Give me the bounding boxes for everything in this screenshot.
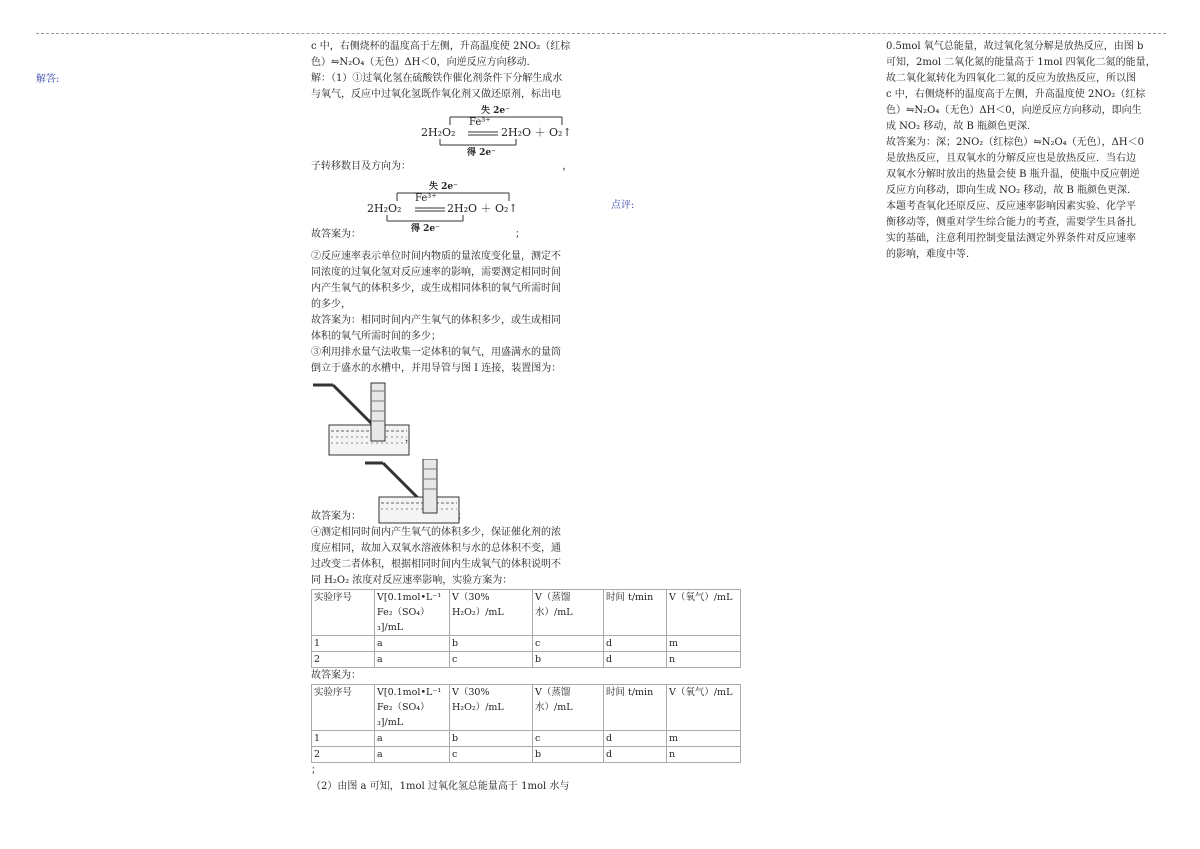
table-header-cell: V（蒸馏水）/mL: [533, 590, 604, 636]
lose-electrons-label: 失 2e⁻: [429, 182, 458, 192]
text-line: 解：（1）①过氧化氢在硫酸铁作催化剂条件下分解生成水: [311, 73, 563, 84]
experiment-table-answer: [311, 684, 741, 763]
text-line: 0.5mol 氧气总能量，故过氧化氢分解是放热反应，由图 b: [886, 41, 1144, 52]
text-line: ②反应速率表示单位时间内物质的量浓度变化量，测定不: [311, 251, 561, 262]
continuation-column: [886, 39, 1166, 263]
text-line: 色）⇋N₂O₄（无色）ΔH＜0，向逆反应方向移动．: [311, 57, 537, 68]
text-line: ③利用排水量气法收集一定体积的氧气，用盛满水的量筒: [311, 347, 561, 358]
text-line: 过改变二者体积，根据相同时间内生成氧气的体积说明不: [311, 559, 561, 570]
table-header-cell: 实验序号: [312, 590, 375, 636]
electron-transfer-equation: [311, 103, 751, 159]
table-header-row: [312, 590, 741, 636]
product-label: 2H₂O ＋ O₂↑: [447, 202, 518, 215]
table-header-cell: 时间 t/min: [604, 685, 667, 731]
catalyst-label: Fe³⁺: [469, 117, 491, 128]
text-line: 双氧水分解时放出的热量会使 B 瓶升温，使瓶中反应朝逆: [886, 169, 1140, 180]
comment-text-line: 本题考查氧化还原反应、反应速率影响因素实验、化学平: [886, 201, 1136, 212]
comment-text-line: 衡移动等，侧重对学生综合能力的考查，需要学生具备扎: [886, 217, 1136, 228]
lose-electrons-label: 失 2e⁻: [481, 106, 510, 116]
text-line: 子转移数目及方向为： ，: [311, 161, 573, 172]
table-header-cell: V[0.1mol•L⁻¹ Fe₂（SO₄）₃]/mL: [375, 685, 450, 731]
table-header-cell: 时间 t/min: [604, 590, 667, 636]
text-line: ④测定相同时间内产生氧气的体积多少，保证催化剂的浓: [311, 527, 561, 538]
so-answer-label: 故答案为：: [311, 229, 361, 240]
top-dashed-rule: [36, 33, 1166, 34]
electron-transfer-equation-answer: 失 2e⁻ Fe³⁺ 2H₂O₂ 2H₂O ＋ O₂↑ 得 2e⁻ 故答案为： ；: [311, 181, 751, 243]
text-line: 反应方向移动，即向生成 NO₂ 移动，故 B 瓶颜色更深．: [886, 185, 1138, 196]
table-header-row: [312, 685, 741, 731]
text-line: （2）由图 a 可知，1mol 过氧化氢总能量高于 1mol 水与: [311, 781, 570, 792]
text-line: 故答案为：深；2NO₂（红棕色）⇋N₂O₄（无色），ΔH＜0: [886, 137, 1144, 148]
gain-electrons-label: 得 2e⁻: [467, 148, 496, 158]
table-row: 2 a c b d n: [312, 652, 741, 668]
text-line: 同浓度的过氧化氢对反应速率的影响，需要测定相同时间: [311, 267, 561, 278]
text-line: 成 NO₂ 移动，故 B 瓶颜色更深．: [886, 121, 1038, 132]
answer-label: 解答:: [36, 74, 60, 85]
water-collection-apparatus: [311, 381, 421, 461]
text-line: c 中，右侧烧杯的温度高于左侧，升高温度使 2NO₂（红棕: [311, 41, 571, 52]
catalyst-label: Fe³⁺: [415, 193, 437, 204]
table-header-cell: V（蒸馏水）/mL: [533, 685, 604, 731]
text-line: 同 H₂O₂ 浓度对反应速率影响，实验方案为：: [311, 575, 513, 586]
text-line: c 中，右侧烧杯的温度高于左侧，升高温度使 2NO₂（红棕: [886, 89, 1146, 100]
gain-electrons-label: 得 2e⁻: [411, 224, 440, 234]
table-header-cell: V[0.1mol•L⁻¹ Fe₂（SO₄）₃]/mL: [375, 590, 450, 636]
reactant-label: 2H₂O₂: [421, 126, 456, 139]
comment-text-line: 的影响，难度中等．: [886, 249, 976, 260]
apparatus-figure: ，: [311, 377, 751, 459]
table-header-cell: V（30% H₂O₂）/mL: [450, 685, 533, 731]
text-line: 体积的氧气所需时间的多少；: [311, 331, 441, 342]
table-header-cell: 实验序号: [312, 685, 375, 731]
table-row: 1 a b c d m: [312, 636, 741, 652]
comment-text-line: 实的基础，注意利用控制变量法测定外界条件对反应速率: [886, 233, 1136, 244]
text-line: 倒立于盛水的水槽中，并用导管与图 I 连接，装置图为：: [311, 363, 562, 374]
text-line: 故答案为：相同时间内产生氧气的体积多少，或生成相同: [311, 315, 561, 326]
text-line: 的多少，: [311, 299, 351, 310]
so-answer-label: 故答案为：: [311, 670, 361, 681]
table-header-cell: V（30% H₂O₂）/mL: [450, 590, 533, 636]
reactant-label: 2H₂O₂: [367, 202, 402, 215]
text-line: 色）⇋N₂O₄（无色）ΔH＜0，向逆反应方向移动，即向生: [886, 105, 1142, 116]
table-header-cell: V（氧气）/mL: [667, 590, 741, 636]
product-label: 2H₂O ＋ O₂↑: [501, 126, 572, 139]
experiment-table: [311, 589, 741, 668]
solution-column: c 中，右侧烧杯的温度高于左侧，升高温度使 2NO₂（红棕 色）⇋N₂O₄（无色）ΔH＜0，向逆反应方向移动． 解：（1）①过氧化氢在硫酸铁作催化剂条件下分解生成水 与氧气，反应中过氧化氢既作氧化剂又做还原剂，标出电 失 2e⁻ Fe³⁺ 2H₂O₂ 2H₂O ＋ O₂↑ 得 2e⁻ 子转移数目及方向为： ， 失 2e⁻ Fe³⁺ 2H₂O₂ 2H₂O ＋ O₂↑ 得 2e⁻ 故答案为： ； ②反应速率表示单位时间内物质的量浓度变化量，测定不 同浓度的过氧化氢对反应速率的影响，需要测定相同时间 内产生氧气的体积多少，或生成相同体积的氧气所需时间 的多少， 故答案为：相同时间内产生氧气的体积多少，或生成相同 体积的氧气所需时间的多少； ③利用排水量气法收集一定体积的氧气，用盛满水的量筒 倒立于盛水的水槽中，并用导管与图 I 连接，装置图为： ， 故答案为： ； ④测定相同时间内产生氧气的体积多少，保证催化剂的浓 度应相同，故加入双氧水溶液体积与水的总体积不变，通 过改变二者体积，根据相同时间内生成氧气的体积说明不 同 H₂O₂ 浓度对反应速率影响，实验方案为： 实验序号 V[0.1mol•L⁻¹ Fe₂（SO₄）₃]/mL V（30% H₂O₂）/mL V（蒸馏水）/mL 时间 t/min V（氧气）/mL 1 a b c d m 2 a c b d n 故答案为： 实验序号 V[0.1mol•L⁻¹ Fe₂（SO₄）₃]/mL V（30% H₂O₂）/mL V（蒸馏水）/mL 时间 t/min V（氧气）/mL 1 a b c d m 2 a c b d n ； （2）由图 a 可知，1mol 过氧化氢总能量高于 1mol 水与: [311, 39, 751, 795]
apparatus-figure-answer: 故答案为： ；: [311, 459, 751, 525]
text-line: 可知，2mol 二氧化氮的能量高于 1mol 四氧化二氮的能量，: [886, 57, 1156, 68]
table-row: 2 a c b d n: [312, 747, 741, 763]
text-line: 内产生氧气的体积多少，或生成相同体积的氧气所需时间: [311, 283, 561, 294]
table-row: 1 a b c d m: [312, 731, 741, 747]
text-line: 度应相同，故加入双氧水溶液体积与水的总体积不变，通: [311, 543, 561, 554]
table-header-cell: V（氧气）/mL: [667, 685, 741, 731]
text-line: 故二氧化氮转化为四氧化二氮的反应为放热反应，所以图: [886, 73, 1136, 84]
so-answer-label: 故答案为：: [311, 511, 361, 522]
comment-label: 点评:: [611, 200, 635, 211]
text-line: 与氧气，反应中过氧化氢既作氧化剂又做还原剂，标出电: [311, 89, 561, 100]
text-line: 是放热反应，且双氧水的分解反应也是放热反应．当右边: [886, 153, 1136, 164]
